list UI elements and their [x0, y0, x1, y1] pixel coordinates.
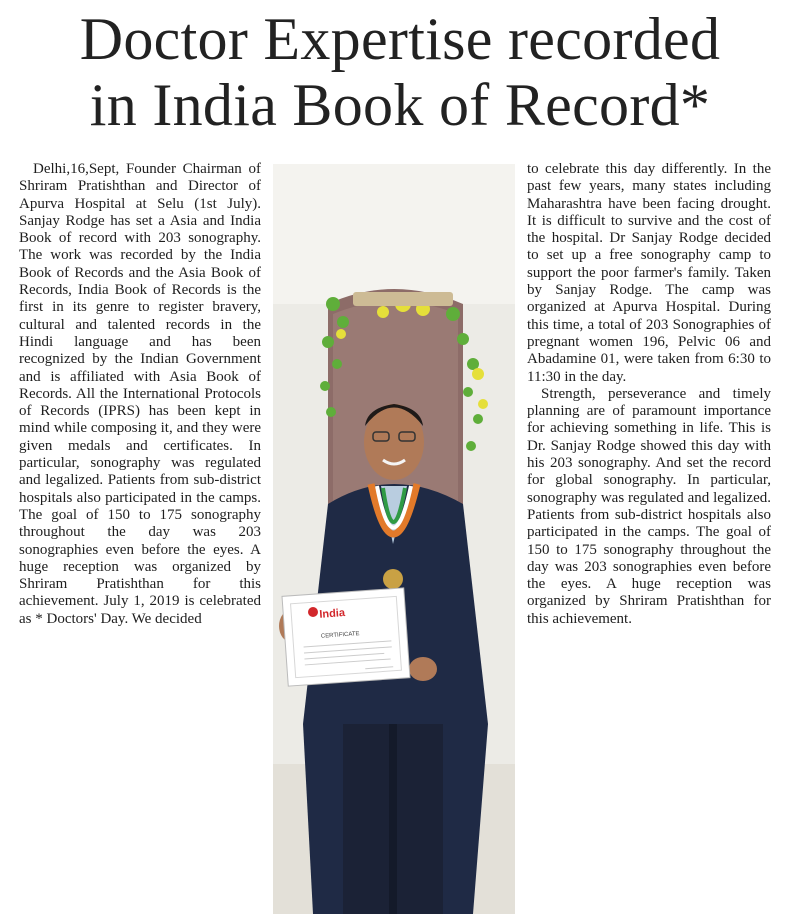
certificate: [282, 588, 410, 686]
article-paragraph: Strength, perseverance and timely planning are of paramount importance for achieving something in life. This is Dr. Sanjay Rodge showed this day with his 203 sonography. And set the record for global sonography. In particular, sonography was regulated and legalized. Patients from sub-district hospitals also participated in the camps. The goal of 150 to 175 sonography throughout the day was 203 sonographies even before the eyes. A huge reception was organized by Shriram Pratishthan for this achievement.: [527, 385, 771, 627]
article-column-left: [19, 161, 261, 628]
article-photo: [273, 164, 515, 914]
headline-line-2: in India Book of Record*: [89, 72, 711, 138]
certificate-title: CERTIFICATE: [320, 631, 360, 640]
doctor-with-certificate-photo: [273, 164, 515, 914]
headline: [0, 6, 800, 138]
headline-line-1: Doctor Expertise recorded: [79, 6, 721, 72]
article-paragraph: Delhi,16,Sept, Founder Chairman of Shriram Pratishthan and Director of Apurva Hospital at Selu (1st July). Sanjay Rodge has set a Asia and India Book of record with 203 sonography. The work was recorded by the India Book of Records and the Asia Book of Records, India Book of Records is the first in its genre to register bravery, cultural and talented records in the Hindi language and has been recognized by the Indian Government and is affiliated with Asia Book of Records. All the International Protocols of Records (IPRS) has been kept in mind while composing it, and they were given medals and certificates. In particular, sonography was regulated and legalized. Patients from sub-district hospitals also participated in the camps. The goal of 150 to 175 sonography throughout the day was 203 sonographies even before the eyes. A huge reception was organized by Shriram Pratishthan for this achievement. July 1, 2019 is celebrated as * Doctors' Day. We decided: [19, 161, 261, 627]
article-paragraph: to celebrate this day differently. In the past few years, many states including Maharashtra have been facing drought. It is difficult to survive and the cost of the hospital. Dr Sanjay Rodge decided to set up a free sonography camp to support the poor farmer's family. Taken by Sanjay Rodge. The camp was organized at Apurva Hospital. During this time, a total of 203 Sonographies of pregnant women 196, Pelvic 06 and Abadamine 01, were taken from 6:30 to 11:30 in the day.: [527, 161, 771, 385]
certificate-logo-text: India: [318, 607, 346, 621]
article-column-right: [527, 161, 771, 628]
